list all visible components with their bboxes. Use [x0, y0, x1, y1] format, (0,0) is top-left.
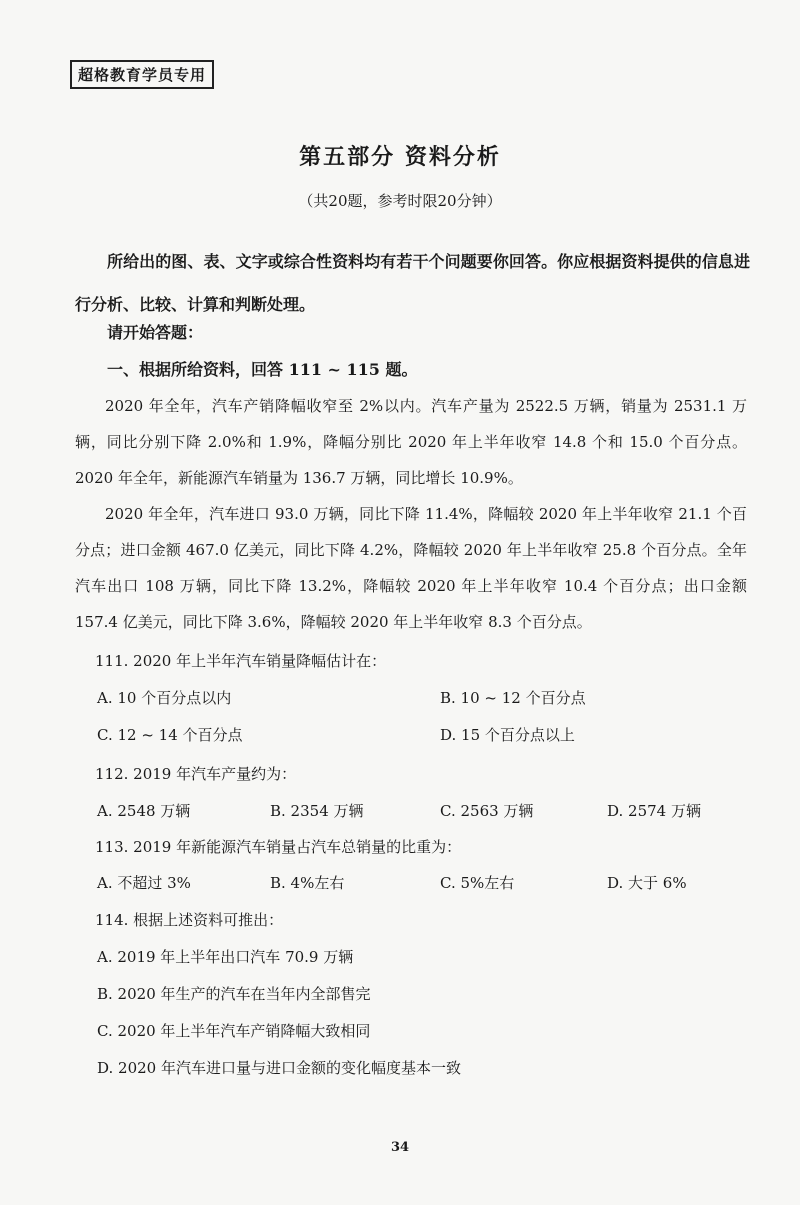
option-113-a: A. 不超过 3%	[97, 874, 191, 892]
page-number: 34	[390, 1140, 410, 1155]
option-112-d: D. 2574 万辆	[607, 802, 701, 820]
question-112: 112. 2019 年汽车产量约为：	[95, 765, 297, 783]
option-114-c: C. 2020 年上半年汽车产销降幅大致相同	[97, 1022, 371, 1040]
option-114-a: A. 2019 年上半年出口汽车 70.9 万辆	[97, 948, 354, 966]
option-113-b: B. 4%左右	[270, 874, 345, 892]
material-paragraph-1: 2020 年全年，汽车产销降幅收窄至 2%以内。汽车产量为 2522.5 万辆，销量为 2531.1 万辆，同比分别下降 2.0%和 1.9%，降幅分别比 2020 年上半年收窄 14.8 个和 15.0 个百分点。2020 年全年，新能源汽车销量为 136.7 万辆，同比增长 10.9%。	[75, 397, 747, 487]
option-113-c: C. 5%左右	[440, 874, 515, 892]
section-subtitle: （共20题，参考时限20分钟）	[298, 192, 502, 210]
option-112-b: B. 2354 万辆	[270, 802, 364, 820]
section-title: 第五部分 资料分析	[299, 144, 501, 170]
question-111: 111. 2020 年上半年汽车销量降幅估计在：	[95, 652, 387, 670]
material-paragraph-2: 2020 年全年，汽车进口 93.0 万辆，同比下降 11.4%，降幅较 2020 年上半年收窄 21.1 个百分点；进口金额 467.0 亿美元，同比下降 4.2%，降幅较 2020 年上半年收窄 25.8 个百分点。全年汽车出口 108 万辆，同比下降 13.2%，降幅较 2020 年上半年收窄 10.4 个百分点；出口金额 157.4 亿美元，同比下降 3.6%，降幅较 2020 年上半年收窄 8.3 个百分点。	[75, 505, 747, 631]
option-111-a: A. 10 个百分点以内	[97, 689, 232, 707]
question-113: 113. 2019 年新能源汽车销量占汽车总销量的比重为：	[95, 838, 462, 856]
option-112-c: C. 2563 万辆	[440, 802, 534, 820]
option-113-d: D. 大于 6%	[607, 874, 687, 892]
option-112-a: A. 2548 万辆	[97, 802, 191, 820]
option-114-d: D. 2020 年汽车进口量与进口金额的变化幅度基本一致	[97, 1059, 461, 1077]
option-111-d: D. 15 个百分点以上	[440, 726, 575, 744]
instructions: 所给出的图、表、文字或综合性资料均有若干个问题要你回答。你应根据资料提供的信息进行分析、比较、计算和判断处理。	[75, 252, 750, 314]
option-111-b: B. 10 ~ 12 个百分点	[440, 689, 586, 707]
option-111-c: C. 12 ~ 14 个百分点	[97, 726, 243, 744]
question-group-heading: 一、根据所给资料，回答 111 ~ 115 题。	[107, 360, 418, 379]
option-114-b: B. 2020 年生产的汽车在当年内全部售完	[97, 985, 371, 1003]
question-114: 114. 根据上述资料可推出：	[95, 911, 284, 929]
start-prompt: 请开始答题：	[107, 323, 204, 342]
institution-stamp: 超格教育学员专用	[70, 60, 214, 89]
